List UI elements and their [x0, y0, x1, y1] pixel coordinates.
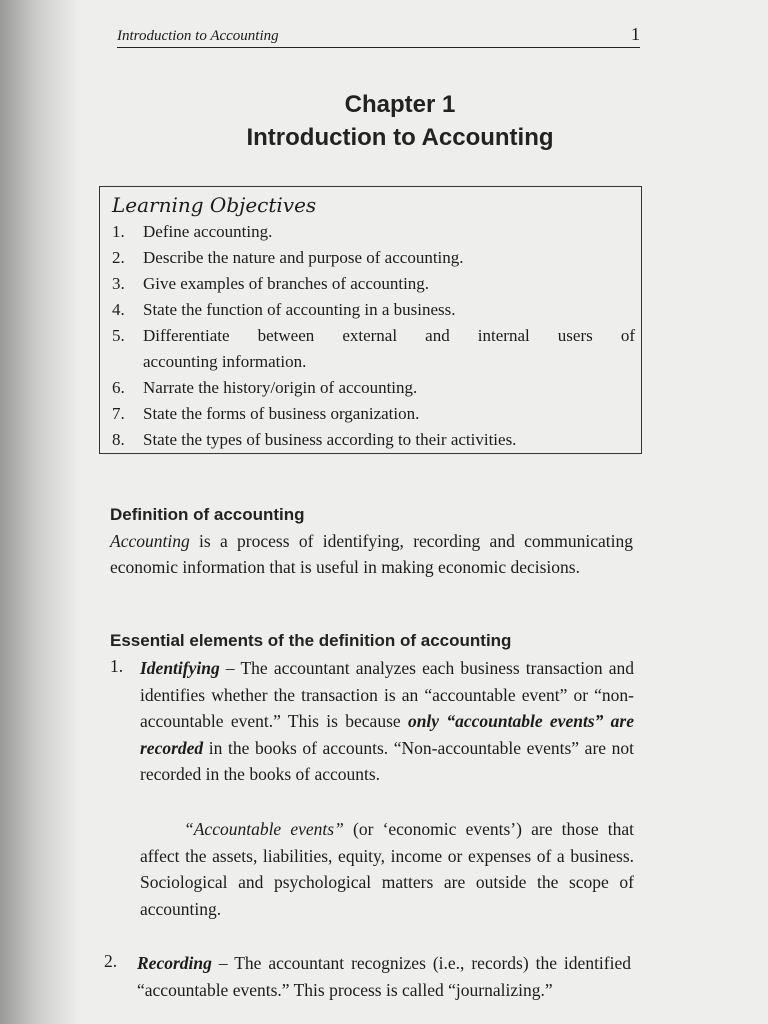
objective-item	[112, 401, 635, 427]
element-term: Identifying	[140, 658, 220, 678]
accountable-events-term: “Accountable events”	[184, 819, 344, 839]
element-number: 2.	[104, 951, 118, 971]
objective-text: Describe the nature and purpose of accounting.	[143, 248, 464, 267]
objective-item	[112, 245, 635, 271]
objective-text: State the forms of business organization.	[143, 404, 420, 423]
objective-number: 5.	[112, 326, 125, 345]
element-text: – The accountant analyzes each business transaction and identifies whether the transaction is an “accountable event” or “non-accountable event.” This is because	[140, 658, 634, 731]
chapter-heading	[150, 88, 650, 154]
objective-text-line: accounting information.	[143, 352, 307, 371]
objective-text-line: Differentiate between external and internal users of	[143, 326, 635, 345]
running-head-title: Introduction to Accounting	[117, 28, 279, 44]
accountable-events-paragraph	[140, 816, 634, 922]
objective-number: 1.	[112, 222, 125, 241]
objective-number: 8.	[112, 430, 125, 449]
element-term: Recording	[137, 953, 212, 973]
definition-term: Accounting	[110, 531, 190, 551]
element-recording-paragraph	[137, 950, 631, 1003]
running-head	[117, 24, 640, 48]
objective-item	[112, 219, 635, 245]
definition-paragraph	[110, 528, 633, 580]
definition-body: is a process of identifying, recording and communicating economic information that is useful in making economic decisions.	[110, 531, 633, 577]
element-text: in the books of accounts. “Non-accountable events” are not recorded in the books of accounts.	[140, 737, 634, 784]
objective-number: 7.	[112, 404, 125, 423]
definition-heading: Definition of accounting	[110, 505, 305, 524]
objective-text: Narrate the history/origin of accounting.	[143, 378, 418, 397]
element-identifying-paragraph	[140, 655, 634, 788]
essential-elements-heading: Essential elements of the definition of accounting	[110, 631, 512, 650]
objective-text: State the types of business according to their activities.	[143, 430, 517, 449]
learning-objectives-list	[112, 219, 635, 453]
objective-text: Give examples of branches of accounting.	[143, 274, 430, 293]
chapter-label: Chapter 1	[344, 91, 456, 118]
objective-number: 4.	[112, 300, 125, 319]
learning-objectives-box	[99, 186, 642, 454]
objective-text: State the function of accounting in a business.	[143, 300, 456, 319]
objective-item	[112, 427, 635, 453]
element-text: – The accountant recognizes (i.e., records) the identified “accountable events.” This process is called “journalizing.”	[137, 953, 631, 1000]
objective-text: Define accounting.	[143, 222, 273, 241]
objective-item	[112, 375, 635, 401]
element-emphasis: only “accountable events” are recorded	[140, 711, 634, 758]
accountable-events-text: (or ‘economic events’) are those that affect the assets, liabilities, equity, income or expenses of a business. Sociological and psychological matters are outside the scope of accounting.	[140, 819, 634, 919]
page-number: 1	[631, 24, 640, 44]
objective-item	[112, 297, 635, 323]
element-number: 1.	[110, 656, 124, 676]
objective-number: 6.	[112, 378, 125, 397]
chapter-title: Introduction to Accounting	[246, 124, 554, 151]
learning-objectives-heading: Learning Objectives	[112, 193, 317, 217]
objective-text	[143, 323, 635, 375]
objective-number: 2.	[112, 248, 125, 267]
objective-item	[112, 323, 635, 375]
objective-number: 3.	[112, 274, 125, 293]
objective-item	[112, 271, 635, 297]
